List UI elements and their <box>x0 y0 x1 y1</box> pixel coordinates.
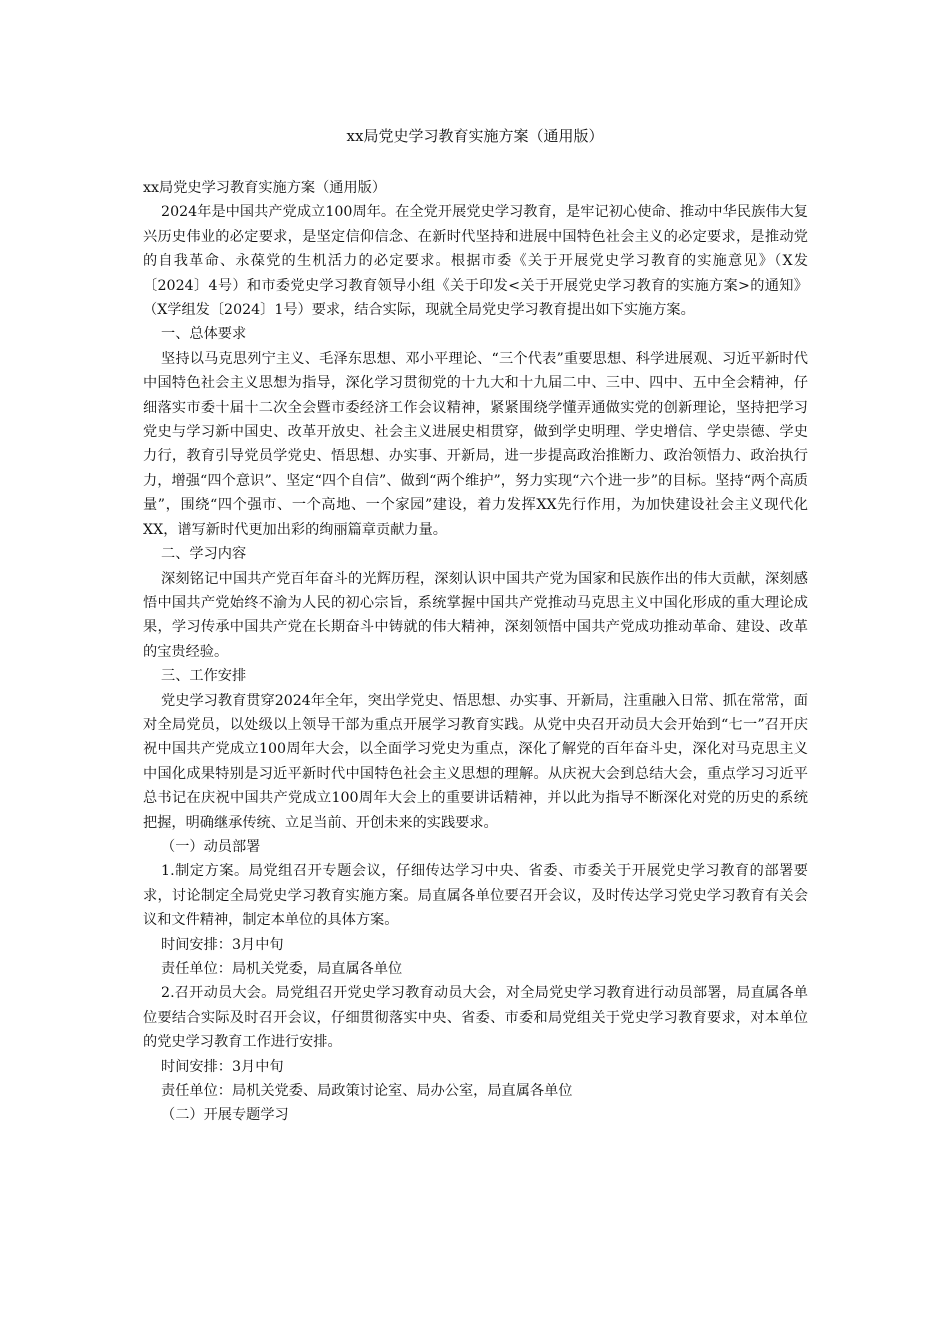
section-heading-arrangement: 三、工作安排 <box>161 668 247 685</box>
arrangement-paragraph: 党史学习教育贯穿2024年全年，突出学党史、悟思想、办实事、开新局，注重融入日常、抓在常常，面对全局党员，以处级以上领导干部为重点开展学习教育实践。从党中央召开动员大会开始到“七一”召开庆祝中国共产党成立100周年大会，以全面学习党史为重点，深化了解党的百年奋斗史，深化对马克思主义中国化成果特别是习近平新时代中国特色社会主义思想的理解。从庆祝大会到总结大会，重点学习习近平总书记在庆祝中国共产党成立100周年大会上的重要讲话精神，并以此为指导不断深化对党的历史的系统把握，明确继承传统、立足当前、开创未来的实践要求。 <box>143 692 808 831</box>
item-paragraph: 2.召开动员大会。局党组召开党史学习教育动员大会，对全局党史学习教育进行动员部署，局直属各单位要结合实际及时召开会议，仔细贯彻落实中央、省委、市委和局党组关于党史学习教育要求，对本单位的党史学习教育工作进行安排。 <box>143 985 808 1051</box>
section-heading-general: 一、总体要求 <box>161 326 247 343</box>
time-schedule: 时间安排：3月中旬 <box>161 1058 284 1075</box>
item-paragraph: 1.制定方案。局党组召开专题会议，仔细传达学习中央、省委、市委关于开展党史学习教育的部署要求，讨论制定全局党史学习教育实施方案。局直属各单位要召开会议，及时传达学习党史学习教育有关会议和文件精神，制定本单位的具体方案。 <box>143 863 808 929</box>
intro-paragraph: 2024年是中国共产党成立100周年。在全党开展党史学习教育，是牢记初心使命、推动中华民族伟大复兴历史伟业的必定要求，是坚定信仰信念、在新时代坚持和进展中国特色社会主义的必定要求，是推动党的自我革命、永葆党的生机活力的必定要求。根据市委《关于开展党史学习教育的实施意见》（X发〔2024〕4号）和市委党史学习教育领导小组《关于印发<关于开展党史学习教育的实施方案>的通知》（X学组发〔2024〕1号）要求，结合实际，现就全局党史学习教育提出如下实施方案。 <box>143 204 808 319</box>
section-heading-content: 二、学习内容 <box>161 546 247 563</box>
subsection-heading-mobilization: （一）动员部署 <box>161 838 261 855</box>
document-subtitle: xx局党史学习教育实施方案（通用版） <box>143 180 387 196</box>
document-body <box>143 176 808 1128</box>
study-content-paragraph: 深刻铭记中国共产党百年奋斗的光辉历程，深刻认识中国共产党为国家和民族作出的伟大贡献，深刻感悟中国共产党始终不渝为人民的初心宗旨，系统掌握中国共产党推动马克思主义中国化形成的重大理论成果，学习传承中国共产党在长期奋斗中铸就的伟大精神，深刻领悟中国共产党成功推动革命、建设、改革的宝贵经验。 <box>143 570 808 660</box>
general-requirements-paragraph: 坚持以马克思列宁主义、毛泽东思想、邓小平理论、“三个代表”重要思想、科学进展观、习近平新时代中国特色社会主义思想为指导，深化学习贯彻党的十九大和十九届二中、三中、四中、五中全会精神，仔细落实市委十届十二次全会暨市委经济工作会议精神，紧紧围绕学懂弄通做实党的创新理论，坚持把学习党史与学习新中国史、改革开放史、社会主义进展史相贯穿，做到学史明理、学史增信、学史崇德、学史力行，教育引导党员学党史、悟思想、办实事、开新局，进一步提高政治推断力、政治领悟力、政治执行力，增强“四个意识”、坚定“四个自信”、做到“两个维护”，努力实现“六个进一步”的目标。坚持“两个高质量”，围绕“四个强市、一个高地、一个家园”建设，着力发挥XX先行作用，为加快建设社会主义现代化XX，谱写新时代更加出彩的绚丽篇章贡献力量。 <box>143 350 808 538</box>
subsection-heading-study: （二）开展专题学习 <box>161 1107 289 1124</box>
responsible-unit: 责任单位：局机关党委、局政策讨论室、局办公室，局直属各单位 <box>161 1083 573 1100</box>
responsible-unit: 责任单位：局机关党委，局直属各单位 <box>161 961 403 977</box>
time-schedule: 时间安排：3月中旬 <box>161 936 284 953</box>
page-title: xx局党史学习教育实施方案（通用版） <box>346 127 604 145</box>
